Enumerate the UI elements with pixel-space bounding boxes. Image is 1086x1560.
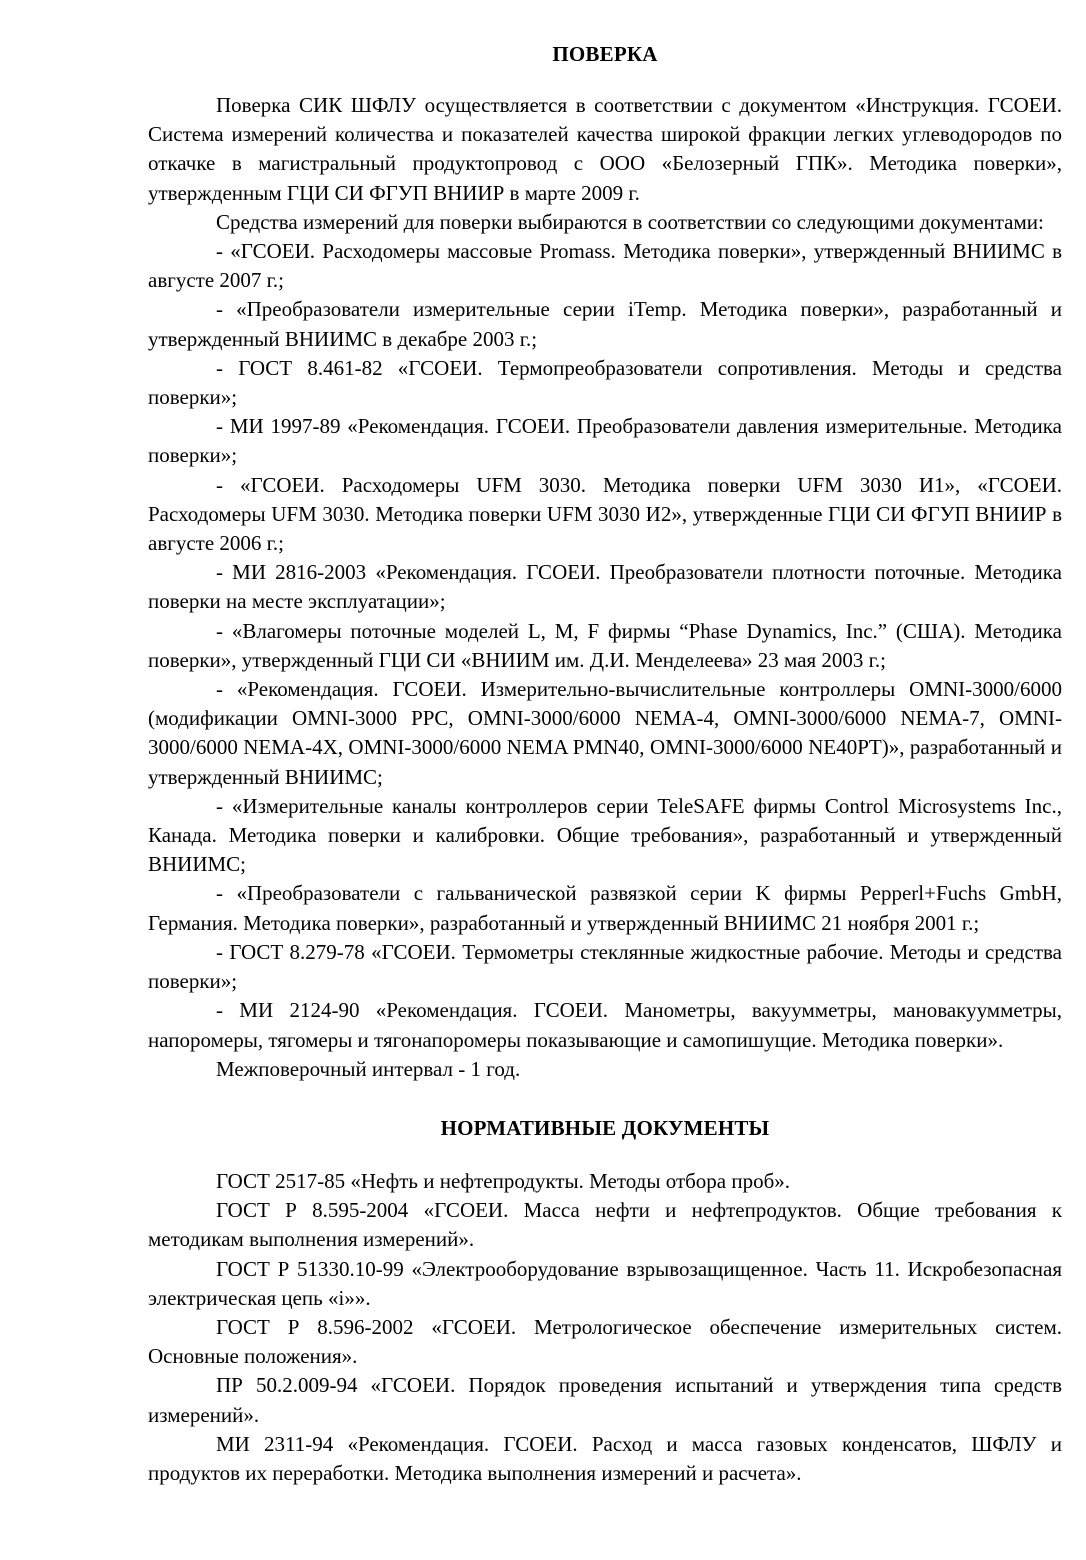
verification-doc-item: - МИ 2816-2003 «Рекомендация. ГСОЕИ. Преобразователи плотности поточные. Методика поверки на месте эксплуатации»; <box>148 560 1062 614</box>
normative-doc-item: МИ 2311-94 «Рекомендация. ГСОЕИ. Расход и масса газовых конденсатов, ШФЛУ и продуктов их переработки. Методика выполнения измерений и расчета». <box>148 1431 1062 1485</box>
verification-doc-item: - «ГСОЕИ. Расходомеры UFM 3030. Методика поверки UFM 3030 И1», «ГСОЕИ. Расходомеры UFM 3030. Методика поверки UFM 3030 И2», утвержденные ГЦИ СИ ФГУП ВНИИР в августе 2006 г.; <box>148 472 1062 556</box>
verification-doc-item: - МИ 2124-90 «Рекомендация. ГСОЕИ. Манометры, вакуумметры, мановакуумметры, напоромеры, тягомеры и тягонапоромеры показывающие и самопишущие. Методика поверки». <box>148 998 1062 1052</box>
verification-lead: Средства измерений для поверки выбираются в соответствии со следующими документами: <box>216 209 1044 234</box>
verification-doc-item: - МИ 1997-89 «Рекомендация. ГСОЕИ. Преобразователи давления измерительные. Методика поверки»; <box>148 414 1062 468</box>
verification-doc-item: - ГОСТ 8.461-82 «ГСОЕИ. Термопреобразователи сопротивления. Методы и средства поверки»; <box>148 355 1062 410</box>
verification-doc-item: - «Влагомеры поточные моделей L, M, F фирмы “Phase Dynamics, Inc.” (США). Методика поверки», утвержденный ГЦИ СИ «ВНИИМ им. Д.И. Менделеева» 23 мая 2003 г.; <box>148 618 1062 672</box>
normative-doc-item: ГОСТ Р 8.596-2002 «ГСОЕИ. Метрологическое обеспечение измерительных систем. Основные положения». <box>148 1314 1062 1369</box>
verification-doc-item: - «Преобразователи измерительные серии iTemp. Методика поверки», разработанный и утвержденный ВНИИМС в декабре 2003 г.; <box>148 297 1062 351</box>
verification-doc-item: - ГОСТ 8.279-78 «ГСОЕИ. Термометры стеклянные жидкостные рабочие. Методы и средства поверки»; <box>148 939 1062 994</box>
verification-doc-item: - «Преобразователи с гальванической развязкой серии K фирмы Pepperl+Fuchs GmbH, Германия. Методика поверки», разработанный и утвержденный ВНИИМС 21 ноября 2001 г.; <box>148 881 1062 935</box>
verification-doc-item: - «Рекомендация. ГСОЕИ. Измерительно-вычислительные контроллеры OMNI-3000/6000 (модификации OMNI-3000 PPC, OMNI-3000/6000 NEMA-4, OMNI-3000/6000 NEMA-7, OMNI-3000/6000 NEMA-4X, OMNI-3000/6000 NEMA PMN40, OMNI-3000/6000 NE40PT)», разработанный и утвержденный ВНИИМС; <box>148 677 1062 789</box>
verification-doc-item: - «Измерительные каналы контроллеров серии TeleSAFE фирмы Control Microsystems Inc., Канада. Методика поверки и калибровки. Общие требования», разработанный и утвержденный ВНИИМС; <box>148 793 1062 877</box>
section-title-verification: ПОВЕРКА <box>552 42 658 66</box>
normative-doc-item: ГОСТ Р 51330.10-99 «Электрооборудование взрывозащищенное. Часть 11. Искробезопасная электрическая цепь «i»». <box>148 1256 1062 1310</box>
section-title-normative-documents: НОРМАТИВНЫЕ ДОКУМЕНТЫ <box>440 1115 770 1140</box>
verification-intro: Поверка СИК ШФЛУ осуществляется в соответствии с документом «Инструкция. ГСОЕИ. Система измерений количества и показателей качества широкой фракции легких углеводородов по откачке в магистральный продуктопровод с ООО «Белозерный ГПК». Методика поверки», утвержденным ГЦИ СИ ФГУП ВНИИР в марте 2009 г. <box>148 93 1062 205</box>
document-page <box>148 40 1062 1488</box>
normative-doc-item: ГОСТ 2517-85 «Нефть и нефтепродукты. Методы отбора проб». <box>216 1168 791 1193</box>
normative-doc-item: ПР 50.2.009-94 «ГСОЕИ. Порядок проведения испытаний и утверждения типа средств измерений». <box>148 1373 1062 1427</box>
verification-interval: Межповерочный интервал - 1 год. <box>216 1056 521 1081</box>
verification-doc-item: - «ГСОЕИ. Расходомеры массовые Promass. Методика поверки», утвержденный ВНИИМС в августе 2007 г.; <box>148 239 1062 293</box>
normative-doc-item: ГОСТ Р 8.595-2004 «ГСОЕИ. Масса нефти и нефтепродуктов. Общие требования к методикам выполнения измерений». <box>148 1198 1062 1252</box>
